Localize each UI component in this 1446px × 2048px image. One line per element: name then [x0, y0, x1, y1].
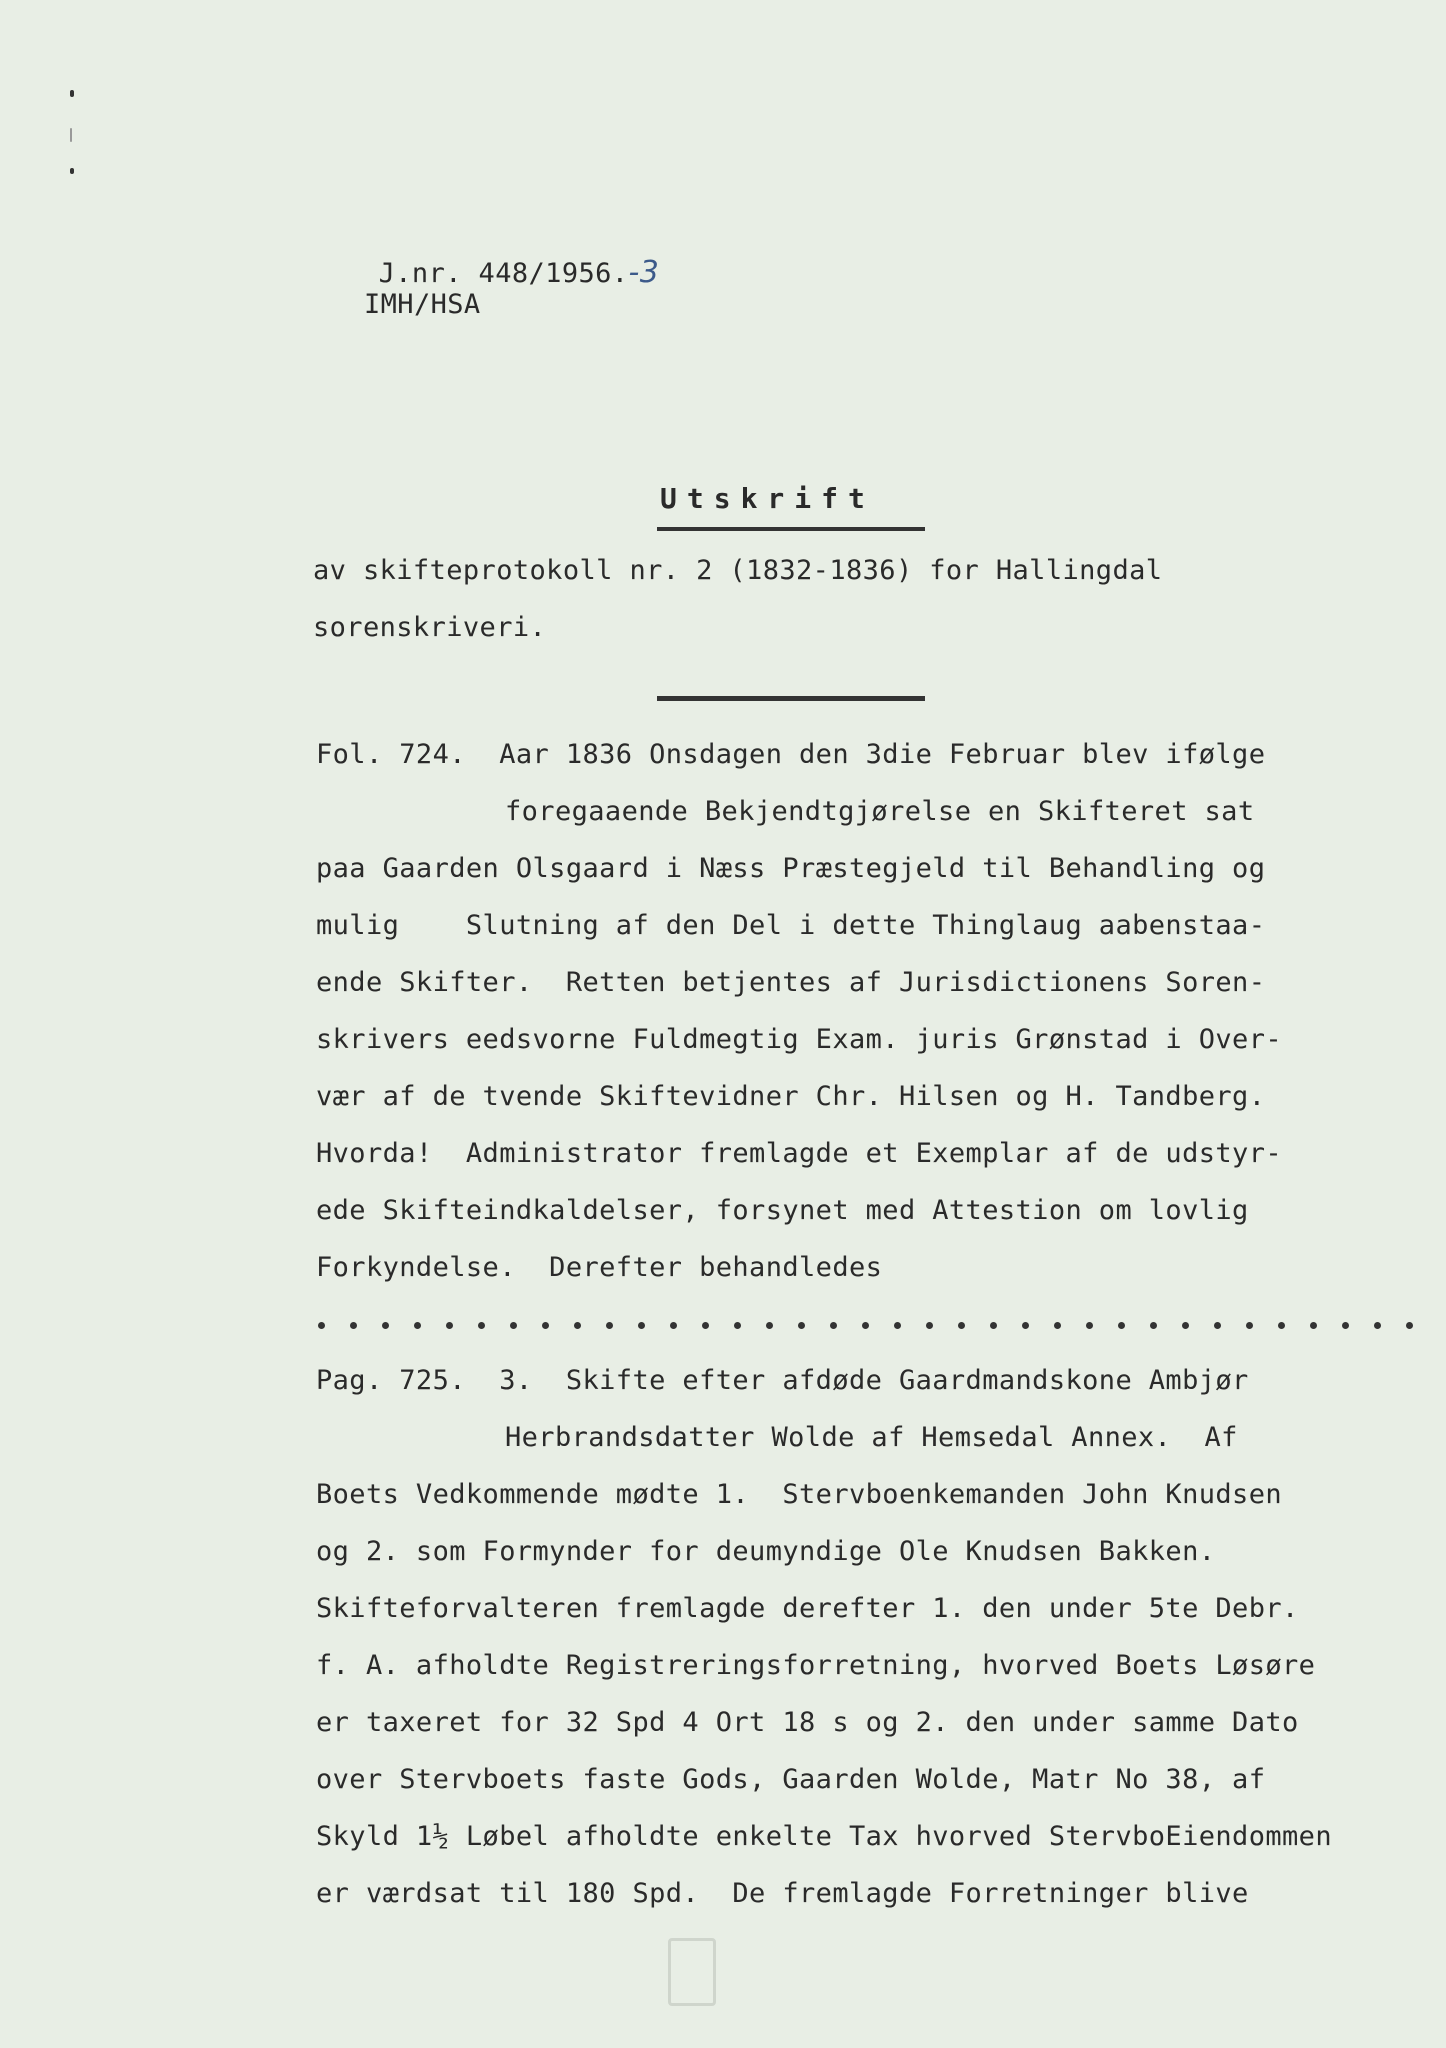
handwritten-suffix: -3: [628, 255, 660, 290]
separator-dot: [1214, 1322, 1221, 1329]
separator-dot: [702, 1322, 709, 1329]
separator-dot: [1246, 1322, 1253, 1329]
separator-dot: [1022, 1322, 1029, 1329]
separator-dot: [1182, 1322, 1189, 1329]
dotted-separator: [318, 1322, 1446, 1332]
entry-line: ede Skifteindkaldelser, forsynet med Attestion om lovlig: [316, 1195, 1249, 1226]
separator-dot: [1406, 1322, 1413, 1329]
entry-line: Skifteforvalteren fremlagde derefter 1. den under 5te Debr.: [316, 1593, 1299, 1624]
separator-dot: [478, 1322, 485, 1329]
separator-dot: [1374, 1322, 1381, 1329]
separator-dot: [350, 1322, 357, 1329]
separator-dot: [830, 1322, 837, 1329]
separator-dot: [1310, 1322, 1317, 1329]
separator-dot: [1342, 1322, 1349, 1329]
separator-dot: [414, 1322, 421, 1329]
separator-dot: [1150, 1322, 1157, 1329]
entry-line: skrivers eedsvorne Fuldmegtig Exam. juris Grønstad i Over-: [316, 1024, 1283, 1055]
separator-dot: [958, 1322, 965, 1329]
separator-dot: [734, 1322, 741, 1329]
separator-dot: [1086, 1322, 1093, 1329]
entry-line: Hvorda! Administrator fremlagde et Exemplar af de udstyr-: [316, 1138, 1283, 1169]
entry-line: over Stervboets faste Gods, Gaarden Wolde, Matr No 38, af: [316, 1764, 1266, 1795]
entry-line: mulig Slutning af den Del i dette Thinglaug aabenstaa-: [316, 910, 1266, 941]
entry-line: paa Gaarden Olsgaard i Næss Præstegjeld til Behandling og: [316, 853, 1266, 884]
entry-line: foregaaende Bekjendtgjørelse en Skifteret sat: [505, 796, 1255, 827]
entry-line: Pag. 725. 3. Skifte efter afdøde Gaardmandskone Ambjør: [316, 1365, 1249, 1396]
separator-dot: [510, 1322, 517, 1329]
section-divider: [657, 696, 925, 701]
separator-dot: [1054, 1322, 1061, 1329]
entry-line: Forkyndelse. Derefter behandledes: [316, 1252, 883, 1283]
separator-dot: [670, 1322, 677, 1329]
separator-dot: [606, 1322, 613, 1329]
journal-number-text: J.nr. 448/1956.: [378, 258, 629, 289]
subtitle-line-1: av skifteprotokoll nr. 2 (1832-1836) for Hallingdal: [313, 555, 1163, 586]
separator-dot: [1118, 1322, 1125, 1329]
separator-dot: [798, 1322, 805, 1329]
separator-dot: [446, 1322, 453, 1329]
entry-line: ende Skifter. Retten betjentes af Jurisdictionens Soren-: [316, 967, 1266, 998]
entry-line: Herbrandsdatter Wolde af Hemsedal Annex. Af: [505, 1422, 1238, 1453]
entry-line: Boets Vedkommende mødte 1. Stervboenkemanden John Knudsen: [316, 1479, 1283, 1510]
entry-line: og 2. som Formynder for deumyndige Ole Knudsen Bakken.: [316, 1536, 1216, 1567]
entry-line: er værdsat til 180 Spd. De fremlagde Forretninger blive: [316, 1878, 1249, 1909]
separator-dot: [990, 1322, 997, 1329]
margin-mark: [70, 128, 72, 142]
entry-line: Skyld 1½ Løbel afholdte enkelte Tax hvorved StervboEiendommen: [316, 1821, 1332, 1852]
bleed-through-stamp: [668, 1938, 716, 2006]
entry-line: vær af de tvende Skiftevidner Chr. Hilsen og H. Tandberg.: [316, 1081, 1266, 1112]
separator-dot: [862, 1322, 869, 1329]
initials: IMH/HSA: [364, 289, 481, 320]
entry-line: er taxeret for 32 Spd 4 Ort 18 s og 2. den under samme Dato: [316, 1707, 1299, 1738]
separator-dot: [318, 1322, 325, 1329]
separator-dot: [542, 1322, 549, 1329]
margin-mark: [70, 168, 74, 174]
separator-dot: [382, 1322, 389, 1329]
separator-dot: [926, 1322, 933, 1329]
separator-dot: [894, 1322, 901, 1329]
separator-dot: [766, 1322, 773, 1329]
separator-dot: [1278, 1322, 1285, 1329]
separator-dot: [574, 1322, 581, 1329]
title-underline: [657, 527, 925, 531]
separator-dot: [638, 1322, 645, 1329]
entry-line: Fol. 724. Aar 1836 Onsdagen den 3die Februar blev ifølge: [316, 739, 1266, 770]
document-title: Utskrift: [660, 482, 875, 515]
subtitle-line-2: sorenskriveri.: [313, 612, 547, 643]
entry-line: f. A. afholdte Registreringsforretning, hvorved Boets Løsøre: [316, 1650, 1316, 1681]
margin-mark: [70, 90, 74, 97]
